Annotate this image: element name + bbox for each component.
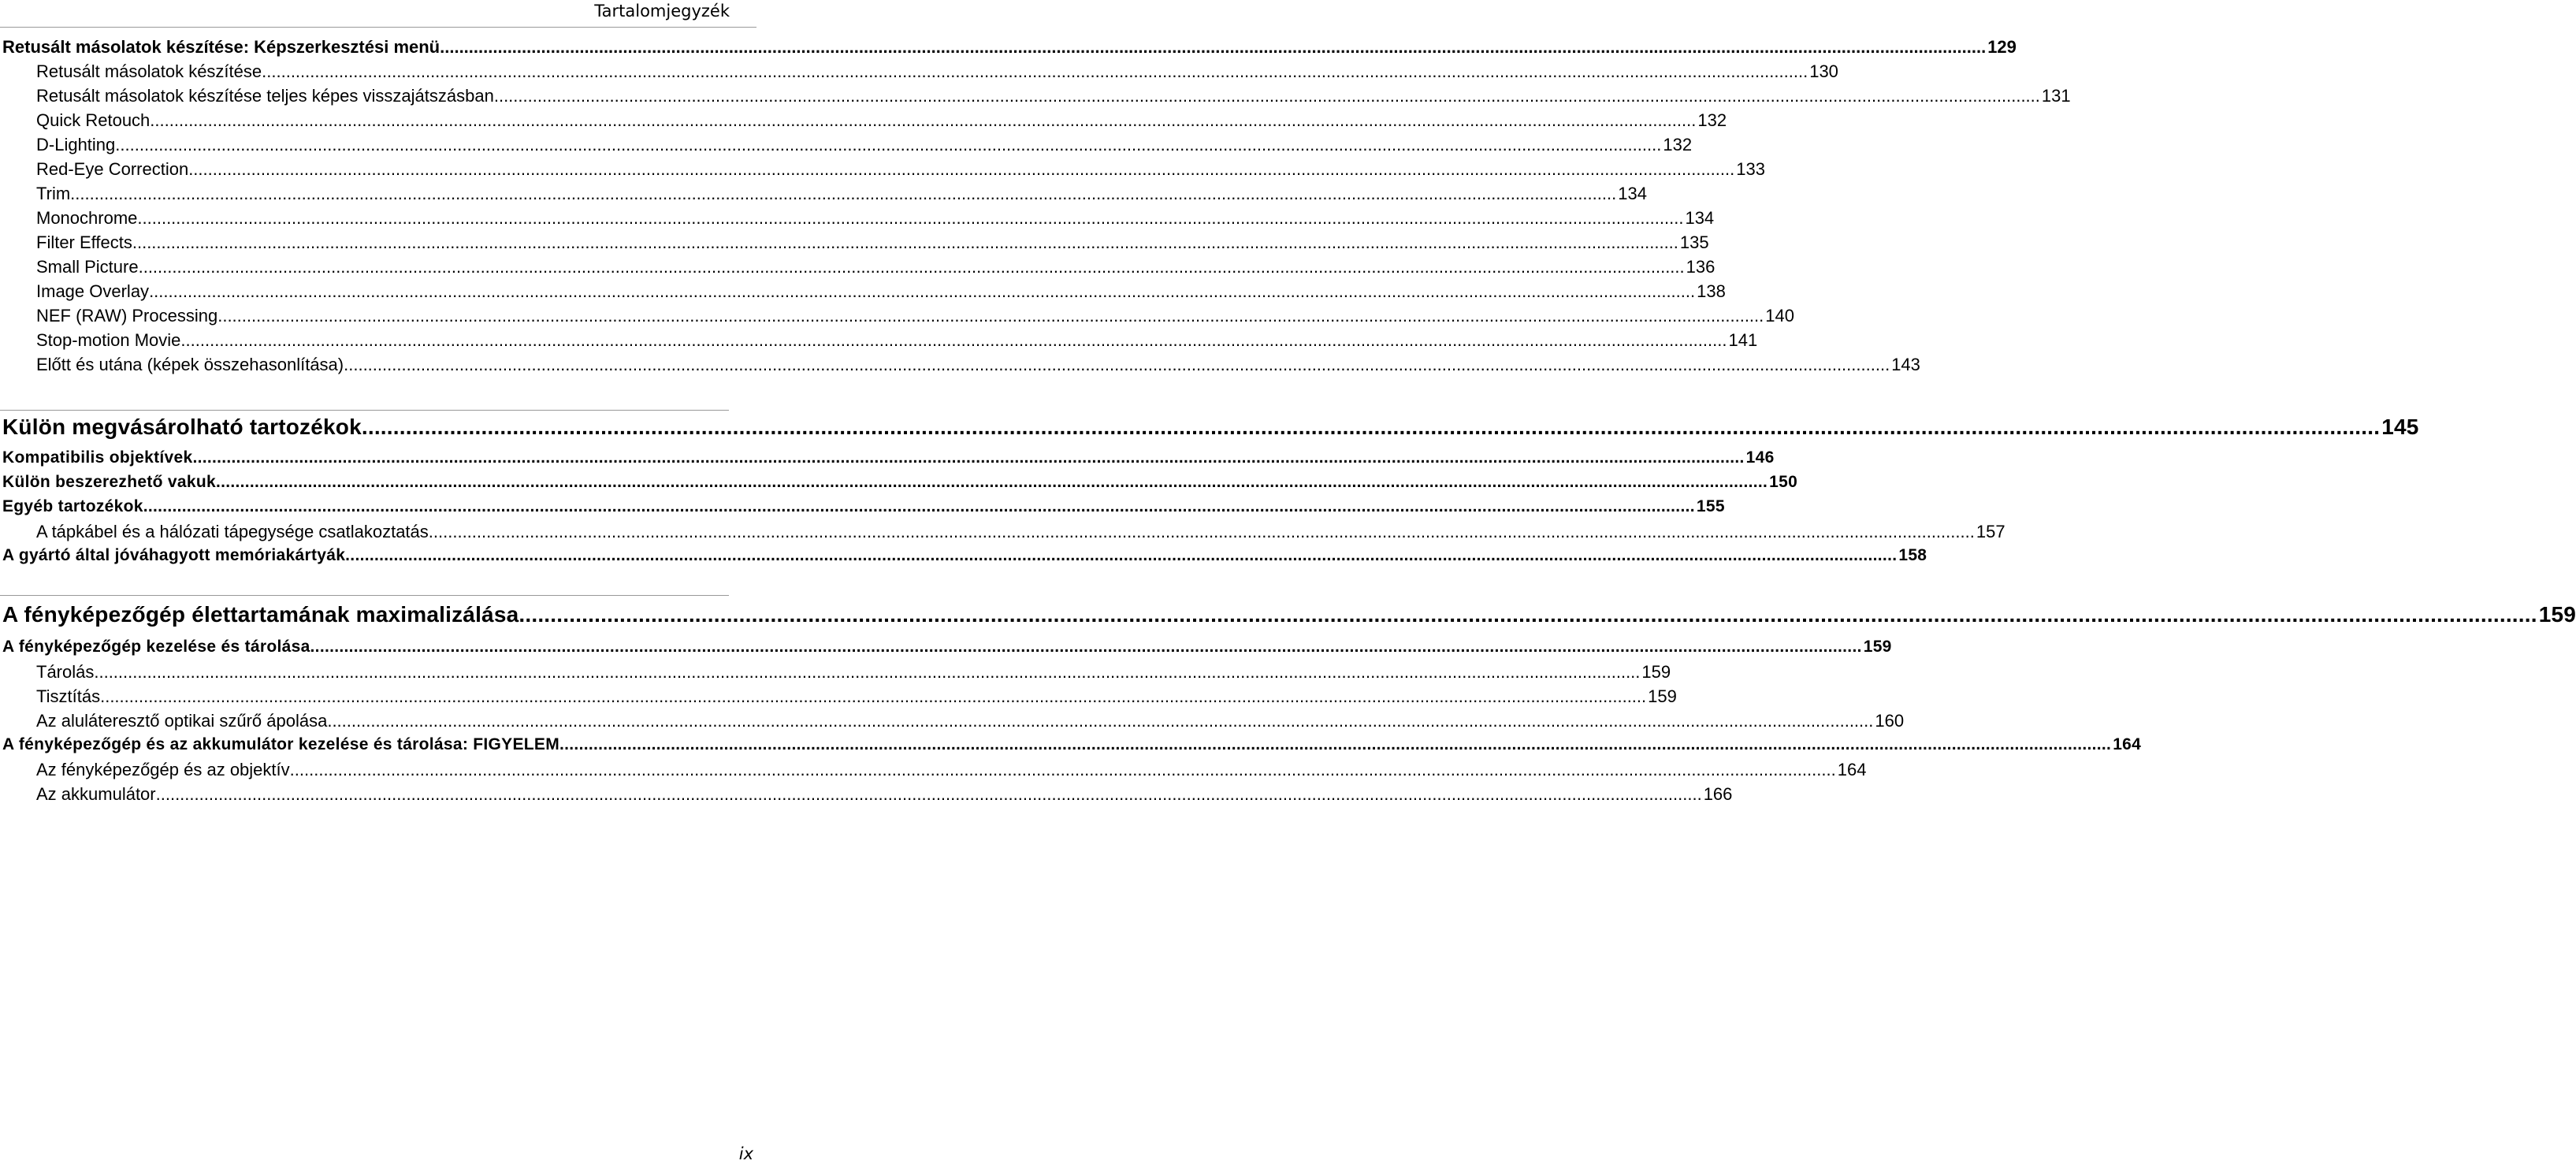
toc-entry-title: Retusált másolatok készítése: Képszerkesztési menü (2, 37, 440, 57)
toc-entry-title: A gyártó által jóváhagyott memóriakártyák (2, 546, 346, 564)
toc-entry-page: 159 (1648, 686, 1677, 706)
toc-leader (290, 760, 1836, 780)
toc-entry[interactable] (0, 37, 2017, 58)
toc-leader (150, 110, 1696, 131)
toc-chapter-page: 159 (2538, 602, 2576, 627)
toc-entry-page: 146 (1745, 448, 1775, 467)
toc-entry-title: NEF (RAW) Processing (36, 306, 218, 325)
toc-entry-page: 131 (2041, 86, 2071, 106)
toc-entry-page: 166 (1703, 784, 1733, 804)
toc-entry-page: 135 (1679, 232, 1709, 252)
toc-entry[interactable] (0, 208, 1715, 229)
toc-entry-page: 158 (1898, 546, 1927, 564)
toc-leader (494, 86, 2040, 106)
toc-leader (139, 257, 1685, 277)
toc-entry[interactable] (0, 686, 1677, 707)
toc-entry-title: Retusált másolatok készítése (36, 61, 262, 81)
toc-entry-title: D-Lighting (36, 135, 116, 154)
toc-entry-title: A fényképezőgép kezelése és tárolása (2, 638, 310, 656)
toc-entry-page: 157 (1976, 522, 2005, 541)
toc-entry[interactable] (0, 448, 1775, 467)
toc-entry[interactable] (0, 281, 1726, 302)
toc-entry-page: 164 (1837, 760, 1867, 779)
toc-entry-page: 164 (2113, 735, 2142, 753)
toc-entry[interactable] (0, 184, 1647, 204)
toc-chapter-heading[interactable] (0, 415, 2419, 440)
toc-entry[interactable] (0, 306, 1794, 326)
toc-entry[interactable] (0, 257, 1715, 277)
toc-entry[interactable] (0, 522, 2005, 542)
toc-leader (217, 306, 1764, 326)
toc-entry[interactable] (0, 135, 1693, 155)
toc-leader (115, 135, 1661, 155)
toc-entry-page: 159 (1641, 662, 1671, 682)
toc-entry[interactable] (0, 473, 1798, 492)
toc-entry-title: Monochrome (36, 208, 138, 228)
toc-entry-title: Egyéb tartozékok (2, 497, 143, 515)
toc-leader (156, 784, 1702, 805)
toc-entry[interactable] (0, 86, 2071, 106)
toc-entry-title: Red-Eye Correction (36, 159, 189, 179)
toc-entry-title: Small Picture (36, 257, 139, 277)
toc-leader (70, 184, 1616, 204)
toc-entry-title: Kompatibilis objektívek (2, 448, 193, 467)
section-divider (0, 410, 729, 411)
page-header (0, 0, 756, 28)
section-divider (0, 595, 729, 596)
toc-entry-page: 134 (1618, 184, 1647, 203)
toc-entry-title: A fényképezőgép és az akkumulátor kezelése és tárolása: FIGYELEM (2, 735, 560, 753)
toc-entry[interactable] (0, 546, 1927, 565)
header-title: Tartalomjegyzék (594, 2, 730, 20)
toc-leader (149, 281, 1695, 302)
toc-entry-title: Az aluláteresztő optikai szűrő ápolása (36, 711, 328, 731)
toc-entry-page: 141 (1728, 330, 1758, 350)
toc-entry[interactable] (0, 110, 1727, 131)
toc-entry-page: 140 (1765, 306, 1794, 325)
toc-leader (345, 546, 1897, 565)
toc-entry-title: Stop-motion Movie (36, 330, 181, 350)
toc-leader (362, 415, 2380, 440)
toc-leader (180, 330, 1727, 351)
toc-entry-title: Trim (36, 184, 71, 203)
toc-leader (100, 686, 1646, 707)
toc-entry-page: 134 (1685, 208, 1715, 228)
page-number: ix (738, 1144, 753, 1163)
toc-leader (310, 638, 1862, 657)
toc-entry-page: 133 (1736, 159, 1765, 179)
toc-entry-title: Retusált másolatok készítése teljes képes visszajátszásban (36, 86, 494, 106)
toc-entry-title: A tápkábel és a hálózati tápegysége csatlakoztatás (36, 522, 429, 541)
toc-entry-page: 155 (1696, 497, 1725, 515)
toc-entry[interactable] (0, 662, 1671, 683)
toc-entry-title: Image Overlay (36, 281, 150, 301)
toc-leader (188, 159, 1734, 180)
toc-leader (429, 522, 1975, 542)
toc-entry-title: Előtt és utána (képek összehasonlítása) (36, 355, 344, 374)
toc-entry[interactable] (0, 784, 1733, 805)
toc-entry-page: 159 (1863, 638, 1892, 656)
toc-entry[interactable] (0, 355, 1920, 375)
toc-entry-page: 160 (1875, 711, 1905, 731)
toc-leader (94, 662, 1640, 683)
toc-entry-page: 130 (1809, 61, 1838, 81)
toc-entry[interactable] (0, 497, 1725, 516)
toc-leader (262, 61, 1808, 82)
toc-entry-title: Quick Retouch (36, 110, 151, 130)
toc-leader (143, 497, 1695, 516)
toc-chapter-page: 145 (2381, 415, 2419, 439)
toc-leader (440, 37, 1986, 58)
toc-entry-title: Külön beszerezhető vakuk (2, 473, 216, 491)
toc-chapter-title: A fényképezőgép élettartamának maximalizálása (2, 602, 519, 627)
toc-entry-title: Az akkumulátor (36, 784, 156, 804)
toc-entry[interactable] (0, 159, 1765, 180)
toc-entry-page: 136 (1686, 257, 1715, 277)
toc-entry[interactable] (0, 61, 1838, 82)
toc-chapter-title: Külön megvásárolható tartozékok (2, 415, 362, 439)
toc-entry[interactable] (0, 638, 1892, 657)
toc-entry[interactable] (0, 735, 2142, 754)
toc-entry-title: Filter Effects (36, 232, 132, 252)
toc-entry-title: Tárolás (36, 662, 95, 682)
toc-leader (559, 735, 2111, 754)
toc-leader (519, 602, 2537, 627)
toc-entry[interactable] (0, 232, 1709, 253)
toc-entry[interactable] (0, 760, 1867, 780)
toc-leader (327, 711, 1873, 731)
toc-leader (137, 208, 1683, 229)
toc-leader (216, 473, 1768, 492)
toc-leader (192, 448, 1744, 467)
toc-leader (132, 232, 1678, 253)
toc-chapter-heading[interactable] (0, 602, 2576, 627)
toc-entry-page: 150 (1769, 473, 1798, 491)
toc-entry-page: 143 (1891, 355, 1920, 374)
toc-entry-page: 132 (1697, 110, 1727, 130)
toc-entry-page: 132 (1663, 135, 1693, 154)
toc-entry[interactable] (0, 330, 1758, 351)
toc-entry[interactable] (0, 711, 1905, 731)
toc-entry-page: 138 (1697, 281, 1726, 301)
toc-entry-title: Tisztítás (36, 686, 101, 706)
toc-entry-title: Az fényképezőgép és az objektív (36, 760, 290, 779)
toc-leader (344, 355, 1890, 375)
toc-entry-page: 129 (1987, 37, 2017, 57)
